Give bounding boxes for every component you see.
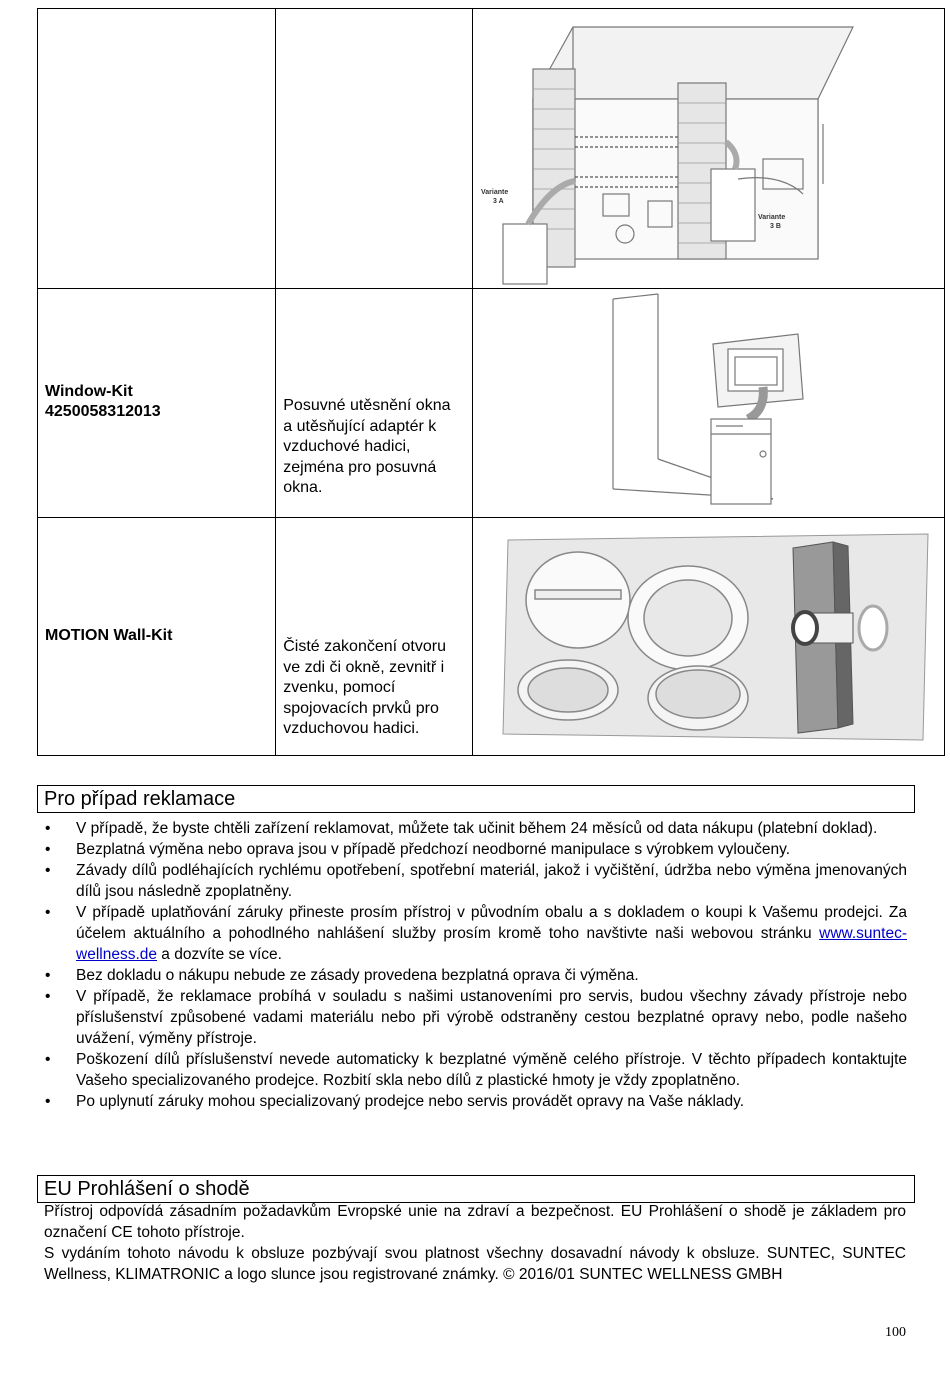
list-item: • Po uplynutí záruky mohou specializovaný prodejce nebo servis provádět opravy na Vaše náklady.: [37, 1091, 907, 1112]
variant-b-label: Variante: [758, 214, 786, 221]
accessory-description: [276, 289, 472, 499]
desc-line: zejména pro posuvná: [283, 458, 437, 476]
list-item: • Poškození dílů příslušenství nevede automaticky k bezplatné výměně celého přístroje. V těchto případech kontaktujte Vašeho specializovaného prodejce. Rozbití skla nebo dílů z plastické hmoty je vždy zpoplatněno.: [37, 1049, 907, 1091]
wall-exhaust-installation-illustration: [473, 9, 944, 287]
accessory-name-cell: [38, 9, 276, 289]
accessory-image-cell: [473, 518, 945, 756]
variant-a-number: 3 A: [493, 198, 505, 205]
wall-kit-rings-illustration: [473, 518, 944, 754]
list-item: • Závady dílů podléhajících rychlému opotřebení, spotřební materiál, jakož i vyčištění, údržba nebo výměna jmenovaných dílů jsou následně zpoplatněny.: [37, 860, 907, 902]
accessory-desc-cell: [276, 289, 473, 518]
accessory-name: [38, 518, 275, 646]
desc-line: spojovacích prvků pro: [283, 699, 439, 717]
accessory-name-cell: [38, 289, 276, 518]
accessory-desc-cell: [276, 9, 473, 289]
product-name: Window-Kit: [45, 383, 133, 400]
desc-line: vzduchové hadici,: [283, 438, 411, 455]
desc-line: ve zdi či okně, zevnitř i: [283, 658, 445, 676]
list-item: [37, 902, 907, 965]
desc-line: okna.: [283, 479, 323, 496]
desc-line: a utěsňující adaptér k: [283, 417, 437, 435]
desc-line: zvenku, pomocí: [283, 679, 396, 696]
item-text: V případě uplatňování záruky přineste prosím přístroj v původním obalu a s dokladem o koupi k Vašemu prodejci. Za účelem aktuálního a pohodlného nahlášení služby prosím kromě toho navštivte naši webovou stránku: [76, 904, 907, 942]
desc-line: Posuvné utěsnění okna: [283, 397, 451, 414]
complaints-list: [37, 818, 907, 1112]
eu-paragraph: S vydáním tohoto návodu k obsluze pozbývají svou platnost všechny dosavadní návody k obsluze. SUNTEC, SUNTEC Wellness, KLIMATRONIC a logo slunce jsou registrované známky. © 2016/01 SUNTEC WELLNESS GMBH: [44, 1245, 906, 1283]
product-code: 4250058312013: [45, 403, 161, 420]
accessory-row-window-kit: [38, 289, 945, 518]
item-text: a dozvíte se více.: [157, 946, 282, 963]
accessory-name-cell: [38, 518, 276, 756]
window-kit-illustration: [473, 289, 944, 516]
complaints-heading: Pro případ reklamace: [37, 785, 915, 813]
desc-line: Čisté zakončení otvoru: [283, 638, 446, 655]
variant-b-number: 3 B: [770, 223, 782, 230]
suntec-website-link[interactable]: www.suntec-wellness.de: [76, 925, 907, 963]
eu-paragraph: Přístroj odpovídá zásadním požadavkům Evropské unie na zdraví a bezpečnost. EU Prohlášení o shodě je základem pro označení CE tohoto přístroje.: [44, 1203, 906, 1241]
accessory-description: [276, 518, 472, 740]
accessory-name: [38, 289, 275, 422]
eu-declaration: [44, 1201, 906, 1285]
accessory-desc-cell: [276, 518, 473, 756]
list-item: • V případě, že reklamace probíhá v souladu s našimi ustanoveními pro servis, budou všechny závady přístroje nebo příslušenství způsobené vadami materiálu nebo při výrobě odstraněny cestou bezplatné opravy nebo, podle našeho uvážení, výměny přístroje.: [37, 986, 907, 1049]
product-name: MOTION Wall-Kit: [45, 627, 173, 644]
variant-a-label: Variante: [481, 189, 509, 196]
list-item: • Bezplatná výměna nebo oprava jsou v případě předchozí neodborné manipulace s výrobkem vyloučeny.: [37, 839, 907, 860]
accessory-row-wall-kit: [38, 518, 945, 756]
eu-heading: EU Prohlášení o shodě: [37, 1175, 915, 1203]
accessory-image-cell: [473, 289, 945, 518]
list-item: • Bez dokladu o nákupu nebude ze zásady provedena bezplatná oprava či výměna.: [37, 965, 907, 986]
accessories-table: [37, 8, 945, 756]
page-number: 100: [885, 1325, 906, 1340]
desc-line: vzduchovou hadici.: [283, 720, 420, 737]
list-item: • V případě, že byste chtěli zařízení reklamovat, můžete tak učinit během 24 měsíců od data nákupu (platební doklad).: [37, 818, 907, 839]
accessory-image-cell: [473, 9, 945, 289]
accessory-row-wall-exhaust: [38, 9, 945, 289]
